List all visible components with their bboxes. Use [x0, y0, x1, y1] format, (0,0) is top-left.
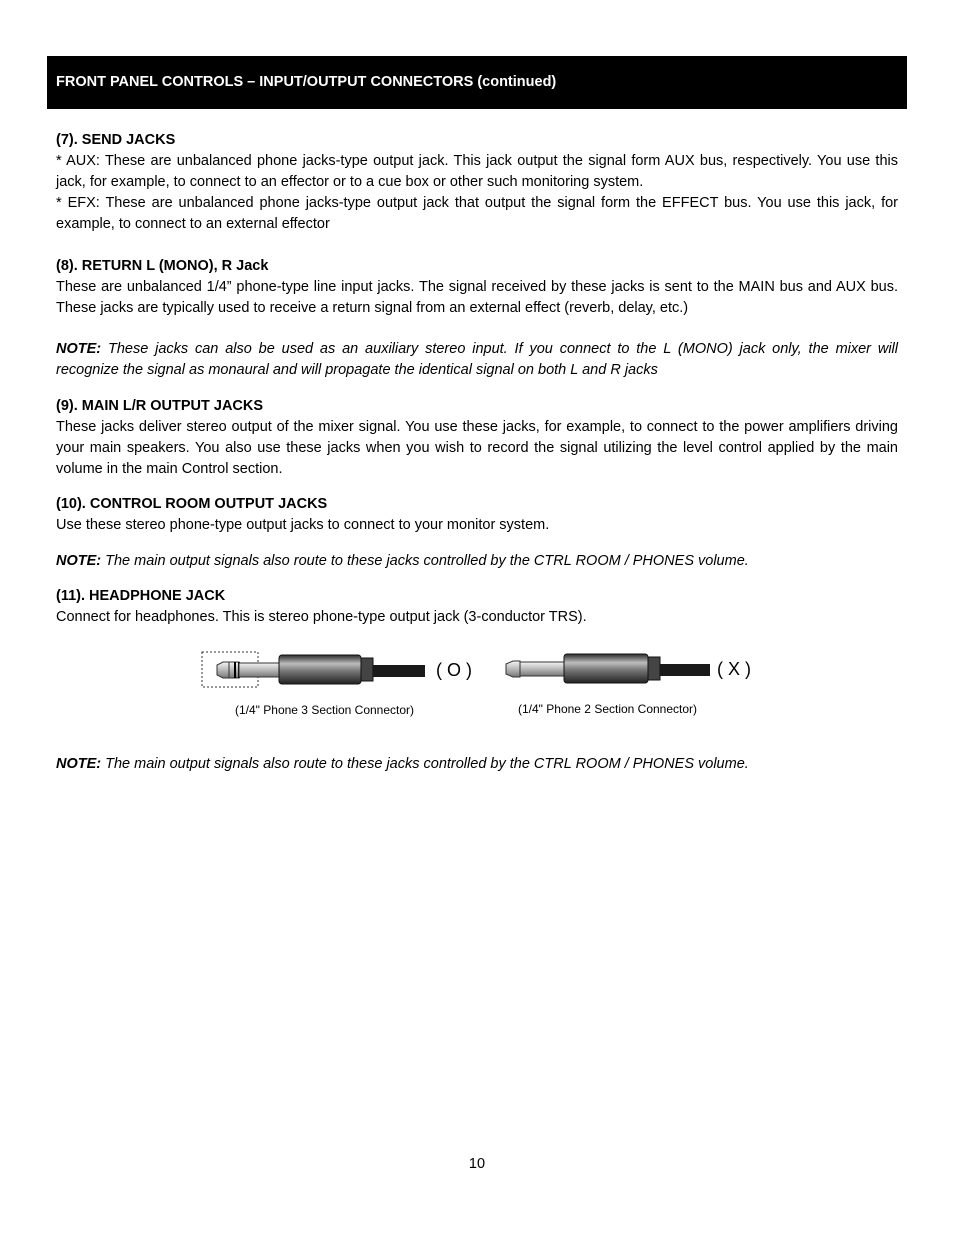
- control-room-heading: (10). CONTROL ROOM OUTPUT JACKS: [56, 496, 328, 512]
- control-room-section: [56, 494, 898, 536]
- send-jacks-section: [56, 130, 898, 235]
- send-jacks-aux-text: * AUX: These are unbalanced phone jacks-type output jack. This jack output the signal form AUX bus, respectively. You use this jack, for example, to connect to an effector or to a cue box or other such monitoring system.: [56, 153, 898, 190]
- headphone-section: [56, 586, 898, 628]
- headphone-heading: (11). HEADPHONE JACK: [56, 588, 226, 604]
- trs-caption: (1/4" Phone 3 Section Connector): [235, 703, 415, 717]
- main-output-section: [56, 396, 898, 480]
- send-jacks-efx-text: * EFX: These are unbalanced phone jacks-type output jack that output the signal form the EFFECT bus. You use this jack, for example, to connect to an external effector: [56, 195, 898, 232]
- send-jacks-heading: (7). SEND JACKS: [56, 132, 176, 148]
- connector-figure: [195, 645, 765, 725]
- ts-caption: (1/4" Phone 2 Section Connector): [518, 702, 698, 716]
- page-number: 10: [468, 1156, 486, 1172]
- main-output-heading: (9). MAIN L/R OUTPUT JACKS: [56, 398, 264, 414]
- return-note-label: NOTE:: [56, 341, 102, 357]
- final-note: [56, 754, 898, 775]
- main-output-text: These jacks deliver stereo output of the mixer signal. You use these jacks, for example, to connect to the power amplifiers driving your main speakers. You also use these jacks when you wish to record the signal utilizing the level control applied by the main volume in the main Control section.: [56, 419, 898, 477]
- headphone-text: Connect for headphones. This is stereo phone-type output jack (3-conductor TRS).: [56, 609, 587, 625]
- return-jack-text: These are unbalanced 1/4” phone-type line input jacks. The signal received by these jacks is sent to the MAIN bus and AUX bus. These jacks are typically used to receive a return signal from an external effect (reverb, delay, etc.): [56, 279, 898, 316]
- return-jack-heading: (8). RETURN L (MONO), R Jack: [56, 258, 269, 274]
- control-room-note-text: The main output signals also route to these jacks controlled by the CTRL ROOM / PHONES volume.: [101, 553, 749, 569]
- section-header-bar: [47, 56, 907, 109]
- return-jack-section: [56, 256, 898, 319]
- control-room-note: [56, 551, 898, 572]
- trs-plug-icon: [202, 652, 425, 687]
- connector-illustration: [195, 645, 765, 695]
- ts-plug-icon: [506, 654, 710, 683]
- return-note-text: These jacks can also be used as an auxiliary stereo input. If you connect to the L (MONO) jack only, the mixer will recognize the signal as monaural and will propagate the identical signal on both L and R jacks: [56, 341, 898, 378]
- control-room-text: Use these stereo phone-type output jacks to connect to your monitor system.: [56, 517, 550, 533]
- incorrect-mark: ( X ): [717, 659, 751, 679]
- final-note-label: NOTE:: [56, 756, 102, 772]
- return-note: [56, 339, 898, 381]
- control-room-note-label: NOTE:: [56, 553, 102, 569]
- final-note-text: The main output signals also route to these jacks controlled by the CTRL ROOM / PHONES volume.: [101, 756, 749, 772]
- correct-mark: ( O ): [436, 660, 472, 680]
- section-header-title: FRONT PANEL CONTROLS – INPUT/OUTPUT CONNECTORS (continued): [56, 74, 557, 90]
